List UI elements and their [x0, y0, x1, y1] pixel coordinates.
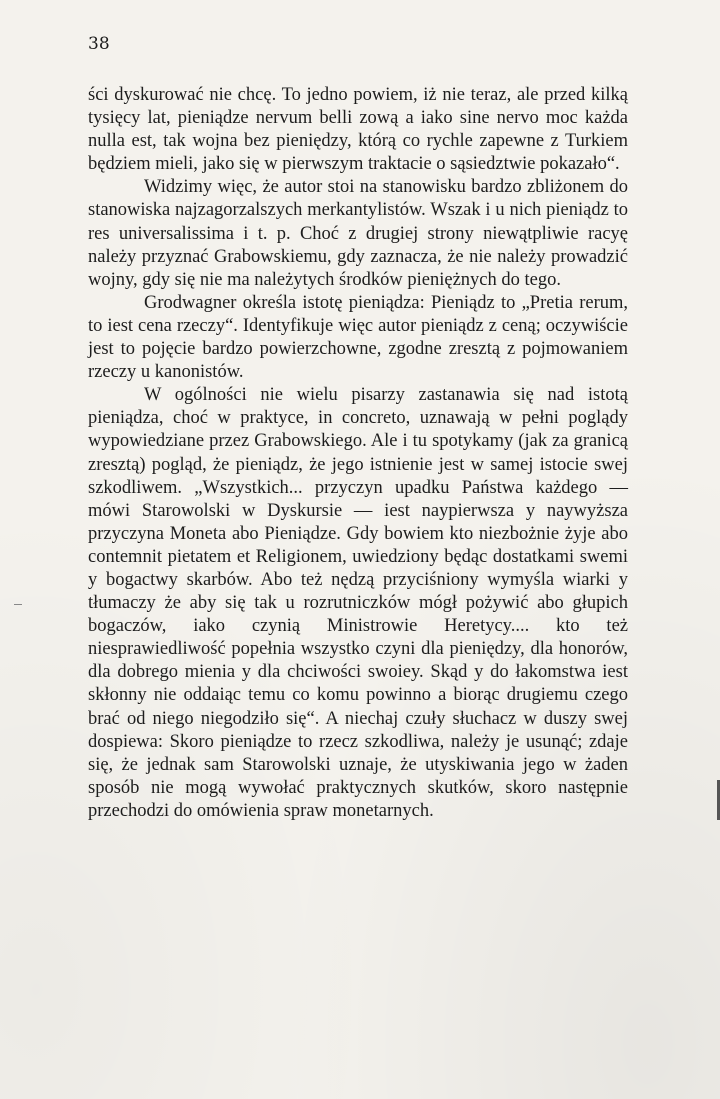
paragraph-4: W ogólności nie wielu pisarzy zastanawia się nad istotą pieniądza, choć w praktyce, in concreto, uznawają w pełni poglądy wypowiedziane przez Grabowskiego. Ale i tu spotykamy (jak za granicą zresztą) pogląd, że pieniądz, że jego istnienie jest w samej istocie swej szkodliwem. „Wszystkich... przyczyn upadku Państwa każdego — mówi Starowolski w Dyskursie — iest naypierwsza y naywyższa przyczyna Moneta abo Pieniądze. Gdy bowiem kto niezbożnie żyje abo contemnit pietatem et Religionem, uwiedziony będąc dostatkami swemi y bogactwy skarbów. Abo też nędzą przyciśniony wymyśla wiarki y tłumaczy że aby się tak u rozrutniczków mógł pożywić abo głupich bogaczów, iako czynią Ministrowie Heretycy.... kto też niesprawiedliwość popełnia wszystko czyni dla pieniędzy, dla honorów, dla dobrego mienia y dla chciwości swoiey. Skąd y do łakomstwa iest skłonny nie oddaiąc temu co komu powinno a biorąc drugiemu czego brać od niego niegodziło się“. A niechaj czuły słuchacz w duszy swej dospiewa: Skoro pieniądze to rzecz szkodliwa, należy je usunąć; zdaje się, że jednak sam Starowolski uznaje, że utyskiwania jego w żaden sposób nie mogą wywołać praktycznych skutków, skoro następnie przechodzi do omówienia spraw monetarnych. [88, 385, 628, 821]
margin-mark [14, 604, 22, 605]
paragraph-1: ści dyskurować nie chcę. To jedno powiem, iż nie teraz, ale przed kilką tysięcy lat, pieniądze nervum belli zową a iako sine nervo moc każda nulla est, tak wojna bez pieniędzy, którą co rychle zapewne z Turkiem będziem mieli, jako się w pierwszym traktacie o sąsiedztwie pokazało“. [88, 85, 628, 175]
body-text [88, 84, 628, 823]
paragraph-3: Grodwagner określa istotę pieniądza: Pieniądz to „Pretia rerum, to iest cena rzeczy“. Identyfikuje więc autor pieniądz z ceną; oczywiście jest to pojęcie bardzo powierzchowne, zgodne zresztą z pojmowaniem rzeczy u kanonistów. [88, 292, 628, 383]
paragraph-2: Widzimy więc, że autor stoi na stanowisku bardzo zbliżonem do stanowiska najzagorzalszych merkantylistów. Wszak i u nich pieniądz to res universalissima i t. p. Choć z drugiej strony niewątpliwie racyę należy przyznać Grabowskiemu, gdy zaznacza, że nie należy prowadzić wojny, gdy się nie ma należytych środków pieniężnych do tego. [88, 177, 628, 290]
page-number: 38 [88, 34, 110, 54]
